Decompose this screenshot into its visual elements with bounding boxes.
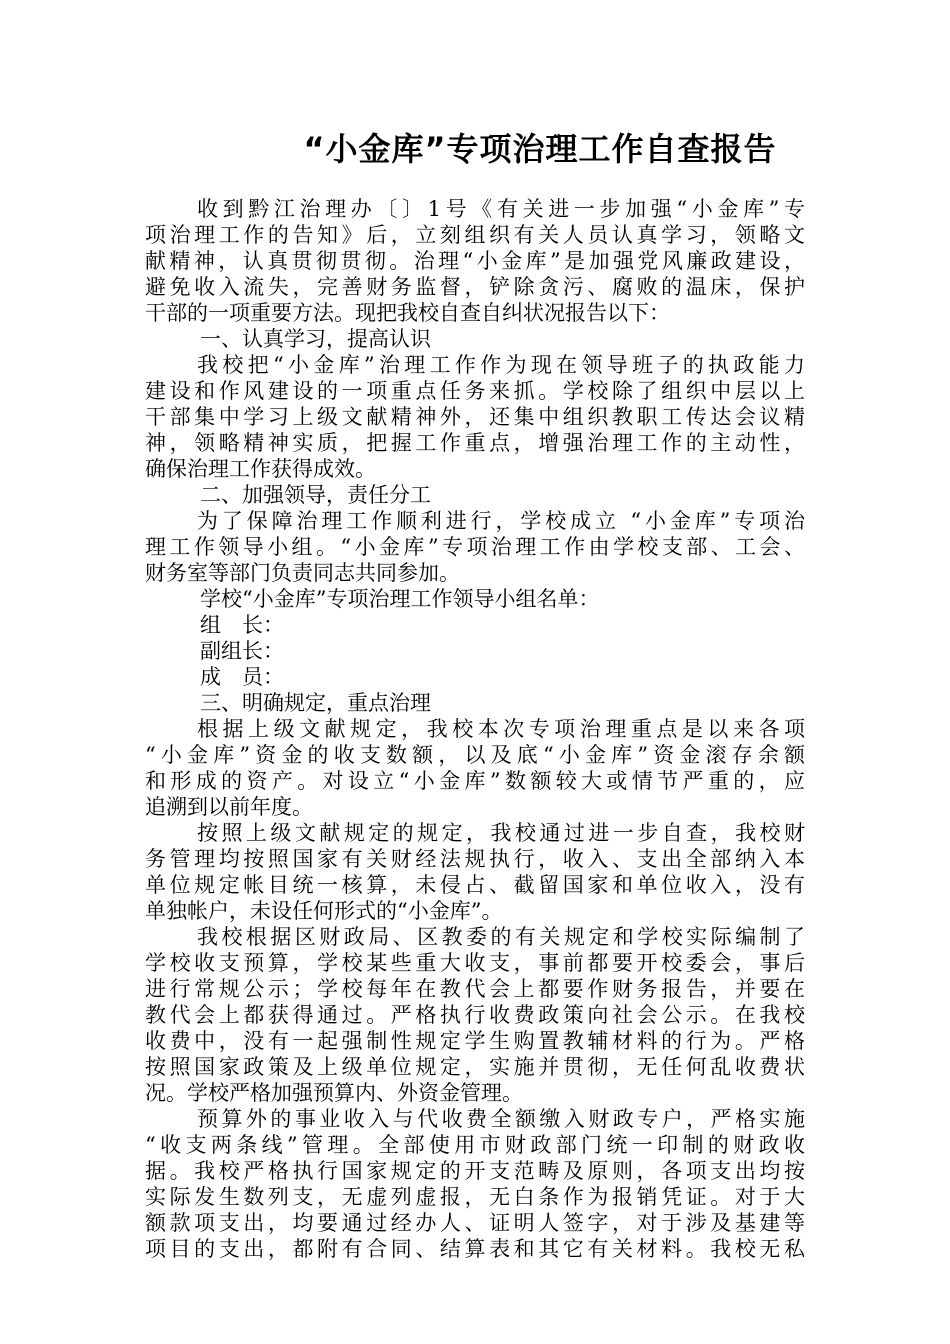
paragraph-line: 干部的一项重要方法。现把我校自查自纠状况报告以下： [145,301,670,325]
paragraph-line: 项目的支出，都附有合同、结算表和其它有关材料。我校无私 [145,1237,805,1261]
paragraph-line: 据。我校严格执行国家规定的开支范畴及原则，各项支出均按 [145,1159,805,1183]
paragraph-line: 进行常规公示；学校每年在教代会上都要作财务报告，并要在 [145,977,805,1001]
paragraph-line: 和形成的资产。对设立“小金库”数额较大或情节严重的，应 [145,769,805,793]
paragraph-line: 况。学校严格加强预算内、外资金管理。 [145,1081,523,1105]
paragraph-line: 项治理工作的告知》后，立刻组织有关人员认真学习，领略文 [145,223,805,247]
paragraph-line: 单独帐户，未设任何形式的“小金库”。 [145,899,503,923]
paragraph-line: 我校根据区财政局、区教委的有关规定和学校实际编制了 [197,925,805,949]
paragraph-line: 避免收入流失，完善财务监督，铲除贪污、腐败的温床，保护 [145,275,805,299]
paragraph-line: 献精神，认真贯彻贯彻。治理“小金库”是加强党风廉政建设， [145,249,805,273]
paragraph-line: “小金库”资金的收支数额，以及底“小金库”资金滚存余额 [145,743,805,767]
document-title: “小金库”专项治理工作自查报告 [303,130,777,168]
paragraph-line: 建设和作风建设的一项重点任务来抓。学校除了组织中层以上 [145,379,805,403]
section-heading-line: 副组长： [200,639,284,663]
section-heading-line: 组 长： [200,613,284,637]
section-heading-line: 三、明确规定，重点治理 [200,691,431,715]
paragraph-line: 干部集中学习上级文献精神外，还集中组织教职工传达会议精 [145,405,805,429]
paragraph-line: 额款项支出，均要通过经办人、证明人签字，对于涉及基建等 [145,1211,805,1235]
paragraph-line: “收支两条线”管理。全部使用市财政部门统一印制的财政收 [145,1133,805,1157]
section-heading-line: 二、加强领导，责任分工 [200,483,431,507]
paragraph-line: 理工作领导小组。“小金库”专项治理工作由学校支部、工会、 [145,535,805,559]
paragraph-line: 按照上级文献规定的规定，我校通过进一步自查，我校财 [197,821,805,845]
paragraph-line: 为了保障治理工作顺利进行，学校成立 “小金库”专项治 [197,509,805,533]
section-heading-line: 一、认真学习，提高认识 [200,327,431,351]
section-heading-line: 学校“小金库”专项治理工作领导小组名单： [200,587,600,611]
paragraph-line: 根据上级文献规定，我校本次专项治理重点是以来各项 [197,717,805,741]
paragraph-line: 我校把“小金库”治理工作作为现在领导班子的执政能力 [197,353,805,377]
paragraph-line: 预算外的事业收入与代收费全额缴入财政专户，严格实施 [197,1107,805,1131]
paragraph-line: 单位规定帐目统一核算，未侵占、截留国家和单位收入，没有 [145,873,805,897]
paragraph-line: 实际发生数列支，无虚列虚报，无白条作为报销凭证。对于大 [145,1185,805,1209]
paragraph-line: 收到黔江治理办〔〕1号《有关进一步加强“小金库”专 [197,197,805,221]
paragraph-line: 确保治理工作获得成效。 [145,457,376,481]
paragraph-line: 追溯到以前年度。 [145,795,313,819]
paragraph-line: 收费中，没有一起强制性规定学生购置教辅材料的行为。严格 [145,1029,805,1053]
document-body [145,196,805,1262]
section-heading-line: 成 员： [200,665,284,689]
paragraph-line: 学校收支预算，学校某些重大收支，事前都要开校委会，事后 [145,951,805,975]
paragraph-line: 教代会上都获得通过。严格执行收费政策向社会公示。在我校 [145,1003,805,1027]
paragraph-line: 务管理均按照国家有关财经法规执行，收入、支出全部纳入本 [145,847,805,871]
paragraph-line: 神，领略精神实质，把握工作重点，增强治理工作的主动性， [145,431,805,455]
paragraph-line: 财务室等部门负责同志共同参加。 [145,561,460,585]
paragraph-line: 按照国家政策及上级单位规定，实施并贯彻，无任何乱收费状 [145,1055,805,1079]
